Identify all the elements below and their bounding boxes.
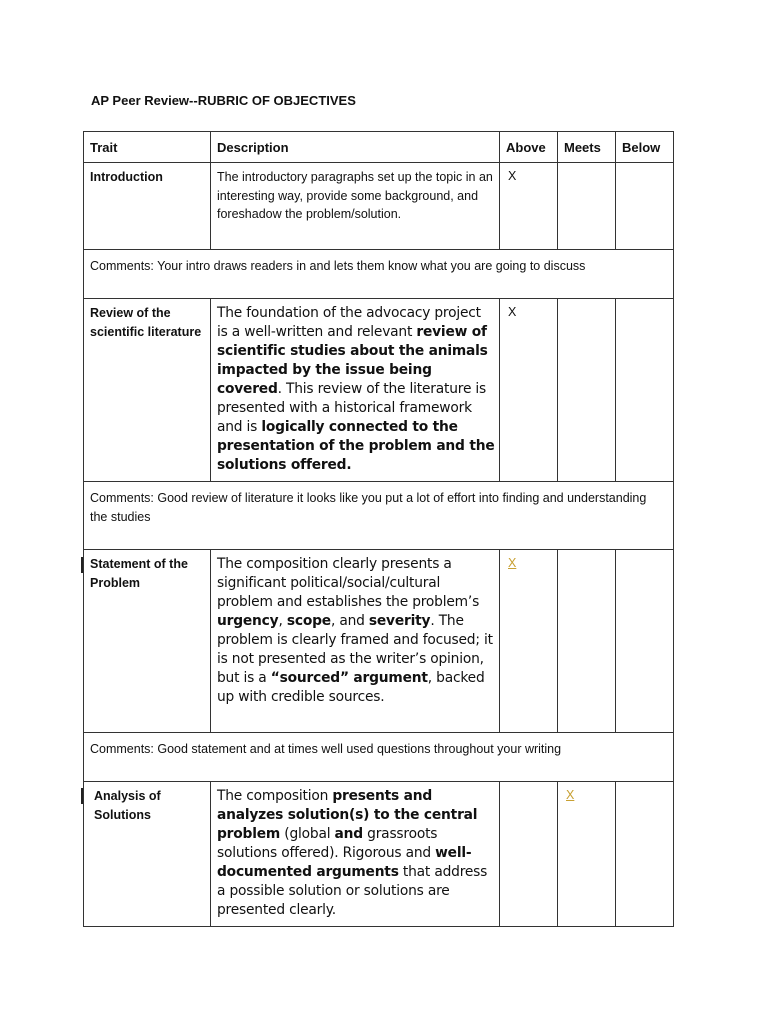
desc-text: , — [278, 613, 287, 629]
desc-text: The composition clearly presents a significant political/social/cultural problem and establishes the problem’s — [217, 556, 480, 610]
below-cell — [616, 163, 674, 250]
desc-text: The composition — [217, 788, 333, 804]
desc-bold: scope — [286, 613, 331, 629]
header-description: Description — [211, 132, 500, 163]
description-cell — [211, 550, 500, 733]
table-row — [84, 550, 674, 733]
header-row — [84, 132, 674, 163]
header-above: Above — [500, 132, 558, 163]
below-cell — [616, 550, 674, 733]
trait-cell: Introduction — [84, 163, 211, 250]
meets-cell — [558, 550, 616, 733]
desc-text: that address a possible solution or solutions are presented clearly. — [217, 864, 488, 918]
trait-cell: Statement of the Problem — [84, 550, 211, 733]
desc-text: (global — [280, 826, 335, 842]
desc-text: grassroots solutions offered). Rigorous and — [217, 826, 438, 861]
trait-cell: Analysis of Solutions — [84, 782, 211, 927]
desc-bold: logically connected to the presentation of the problem and the solutions offered. — [217, 419, 495, 473]
description-cell — [211, 782, 500, 927]
description-cell: The introductory paragraphs set up the topic in an interesting way, provide some background, and foreshadow the problem/solution. — [211, 163, 500, 250]
meets-cell — [558, 163, 616, 250]
desc-bold: well-documented arguments — [217, 845, 472, 880]
meets-cell: X — [558, 782, 616, 927]
description-cell — [211, 299, 500, 482]
meets-cell — [558, 299, 616, 482]
desc-bold: review of scientific studies about the animals impacted by the issue being covered — [217, 324, 488, 397]
margin-tick — [81, 557, 83, 573]
above-cell — [500, 782, 558, 927]
above-cell: X — [500, 163, 558, 250]
desc-text: . The problem is clearly framed and focused; it is not presented as the writer’s opinion, but is a — [217, 613, 493, 686]
above-cell: X — [500, 299, 558, 482]
below-cell — [616, 299, 674, 482]
table-row — [84, 782, 674, 927]
rubric-table — [83, 131, 674, 927]
above-cell: X — [500, 550, 558, 733]
comment-cell: Comments: Good review of literature it looks like you put a lot of effort into finding and understanding the studies — [84, 482, 674, 550]
desc-bold: and — [334, 826, 363, 842]
desc-bold: presents and analyzes solution(s) to the central problem — [217, 788, 478, 842]
header-below: Below — [616, 132, 674, 163]
margin-tick — [81, 788, 83, 804]
desc-text: , backed up with credible sources. — [217, 670, 485, 705]
comment-row — [84, 250, 674, 299]
comment-row — [84, 482, 674, 550]
desc-text: , and — [330, 613, 369, 629]
comment-row — [84, 733, 674, 782]
header-trait: Trait — [84, 132, 211, 163]
desc-bold: severity — [368, 613, 431, 629]
comment-cell: Comments: Good statement and at times well used questions throughout your writing — [84, 733, 674, 782]
table-row — [84, 163, 674, 250]
below-cell — [616, 782, 674, 927]
header-meets: Meets — [558, 132, 616, 163]
trait-cell: Review of the scientific literature — [84, 299, 211, 482]
desc-bold: urgency — [217, 613, 279, 629]
desc-text: . This review of the literature is presented with a historical framework and is — [217, 381, 487, 435]
table-row — [84, 299, 674, 482]
desc-bold: “sourced” argument — [270, 670, 428, 686]
desc-text: The foundation of the advocacy project is a well-written and relevant — [217, 305, 481, 340]
comment-cell: Comments: Your intro draws readers in and lets them know what you are going to discuss — [84, 250, 674, 299]
page-title: AP Peer Review--RUBRIC OF OBJECTIVES — [91, 93, 356, 108]
